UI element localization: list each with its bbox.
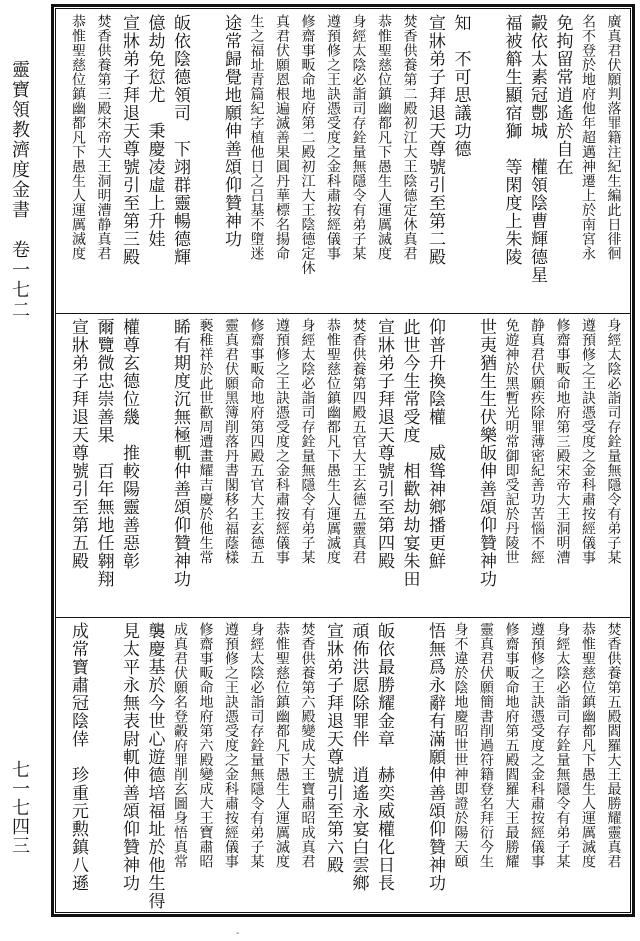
text-column-middle-9: 此世今生常受度 相歡劫劫宴朱田: [399, 318, 420, 588]
text-column-top-8: 宣牀弟子拜退天尊號引至第二殿: [425, 14, 445, 266]
text-column-bottom-6: 靈真君伏願簡書削過符籍登名拜衍今生: [478, 622, 494, 869]
register-divider-1: [55, 313, 631, 314]
text-column-top-18: 皈依陰德領司 下翊群靈暢德輝: [170, 14, 190, 266]
text-column-middle-5: 免遊神於黑暫光明常御即受記於丹陵世: [503, 318, 520, 565]
text-column-bottom-4: 遵預修之王訣憑受度之金科肅按經儀事: [529, 622, 545, 869]
text-column-middle-2: 遵預修之王訣憑受度之金科肅按經儀事: [580, 318, 596, 565]
text-column-middle-15: 修齋事畈命地府第四殿五官大王玄德五: [248, 318, 265, 565]
text-column-bottom-13: 焚香供養第六殿變成大王寶肅昭成真君: [299, 622, 316, 869]
text-column-bottom-16: 遵預修之王訣憑受度之金科肅按經儀事: [223, 622, 239, 869]
text-column-middle-20: 權尊玄德位㡬 推較陽靈善惡彰: [119, 318, 139, 570]
text-column-bottom-1: 焚香供養第五殿閻羅大王最勝耀靈真君: [605, 622, 622, 869]
text-column-top-1: 廣真君伏願判落罪籍注紀生編此日徘徊: [605, 14, 622, 261]
text-column-bottom-19: 襲慶基於今世心遊德培福址於他生得: [144, 622, 165, 910]
text-column-top-13: 修齋事畈命地府第二殿初江大王陰德定休: [299, 14, 316, 275]
text-column-top-7: 知 不可思議功德: [450, 14, 471, 158]
text-column-top-12: 遵預修之王訣憑受度之金科肅按經儀事: [325, 14, 341, 261]
text-column-bottom-20: 見太平永無表尉軏伸善頌仰贊神功: [119, 622, 139, 892]
text-column-middle-16: 靈真君伏願黑簿削落丹書閣移名福蔭樣: [223, 318, 239, 565]
text-column-top-9: 焚香供養第二殿初江大王陰德定休真君: [401, 14, 418, 261]
text-column-middle-4: 静真君伏願疾除罪薄密紀善功苦惱不經: [529, 318, 545, 565]
text-column-middle-10: 宣牀弟子拜退天尊號引至第四殿: [374, 318, 394, 570]
text-column-middle-17: 褻稚祥於此世歡周遭畫耀吉慶於他生常: [197, 318, 214, 565]
text-column-bottom-2: 恭惟聖慈位鎮幽都凡下愚生人運厲滅度: [580, 622, 596, 869]
text-column-top-2: 名不登於地府他年超邁神遷上於南宮永: [580, 14, 596, 261]
text-column-bottom-15: 身經太陰必詣司存銓量無隱令有弟子某: [248, 622, 265, 869]
book-title-margin: 靈寶領教濟度金書 卷一七二: [9, 60, 30, 320]
text-column-bottom-17: 修齋事畈命地府第六殿變成大王寶肅昭: [197, 622, 214, 869]
text-column-top-5: 福被䈸生顯宿獅 等閑度上朱陵: [501, 14, 522, 266]
text-column-top-16: 途常歸覺地願伸善頌仰贊神功: [221, 14, 241, 248]
text-column-middle-3: 修齋事畈命地府第三殿宋帝大王洞明漕: [554, 318, 571, 565]
text-column-middle-21: 爾覽微忠崇善果 百年無地任翱翔: [93, 318, 114, 588]
text-column-bottom-10: 皈依最勝耀金章 赫奕威權化日長: [374, 622, 394, 892]
text-column-middle-1: 身經太陰必詣司存銓量無隱令有弟子某: [605, 318, 622, 565]
text-column-bottom-14: 恭惟聖慈位鎮幽都凡下愚生人運厲滅度: [274, 622, 290, 869]
text-column-bottom-8: 悟無爲永辭有滿願伸善頌仰贊神功: [425, 622, 445, 892]
text-column-bottom-5: 修齋事畈命地府第五殿閻羅大王最勝耀: [503, 622, 520, 869]
text-column-bottom-7: 身不違於陰地慶昭世世神即證於陽天頤: [452, 622, 469, 869]
text-column-bottom-3: 身經太陰必詣司存銓量無隱令有弟子某: [554, 622, 571, 869]
text-column-top-19: 億劫免愆尤 秉慶凌虛上升娃: [144, 14, 165, 248]
page-number-margin: 七一七四三: [9, 760, 30, 855]
text-column-middle-6: 世夷猶生生伏樂皈伸善頌仰贊神功: [476, 318, 496, 588]
text-column-top-3: 免拘留常逍遙於自在: [552, 14, 573, 176]
text-column-top-15: 生之福址青篇紀字植他日之吕基不墮迷: [248, 14, 265, 261]
text-column-top-4: 㲉依太素冠鄷城 權領陰曹輝德星: [527, 14, 547, 284]
text-column-middle-8: 仰普升換陰權 威聳神鄉播更鮮: [425, 318, 445, 570]
text-column-middle-22: 宣牀弟子拜退天尊號引至第五殿: [68, 318, 88, 570]
register-divider-2: [55, 617, 631, 618]
text-column-bottom-11: 頑佈洪愿除罪伴 逍遙永宴白雲鄉: [348, 622, 369, 892]
text-column-top-21: 焚香供養第三殿宋帝大王洞明漕静真君: [95, 14, 112, 261]
text-column-top-10: 恭惟聖慈位鎮幽都凡下愚生人運厲滅度: [376, 14, 392, 261]
text-column-middle-12: 恭惟聖慈位鎮幽都凡下愚生人運厲滅度: [325, 318, 341, 565]
text-column-bottom-12: 宣牀弟子拜退天尊號引至第六殿: [323, 622, 343, 874]
text-column-middle-13: 身經太陰必詣司存銓量無隱令有弟子某: [299, 318, 316, 565]
footer-mark: -: [236, 928, 240, 939]
text-column-top-11: 身經太陰必詣司存銓量無隱令有弟子某: [350, 14, 367, 261]
text-column-top-20: 宣牀弟子拜退天尊號引至第三殿: [119, 14, 139, 266]
text-column-middle-14: 遵預修之王訣憑受度之金科肅按經儀事: [274, 318, 290, 565]
text-column-top-14: 真君伏願恩根遍滅善果圓丹華標名揚命: [274, 14, 290, 261]
text-column-top-22: 恭惟聖慈位鎮幽都凡下愚生人運厲滅度: [70, 14, 86, 261]
text-column-middle-18: 睎有期度沉無極軏仲善頌仰贊神功: [170, 318, 190, 588]
text-column-middle-11: 焚香供養第四殿五官大王玄德五靈真君: [350, 318, 367, 565]
text-column-bottom-18: 成真君伏願名登㲉府罪削玄圖身悟真常: [172, 622, 188, 869]
text-column-bottom-22: 成常寶肅冠陰倖 珍重元勲鎮八遜: [68, 622, 88, 892]
